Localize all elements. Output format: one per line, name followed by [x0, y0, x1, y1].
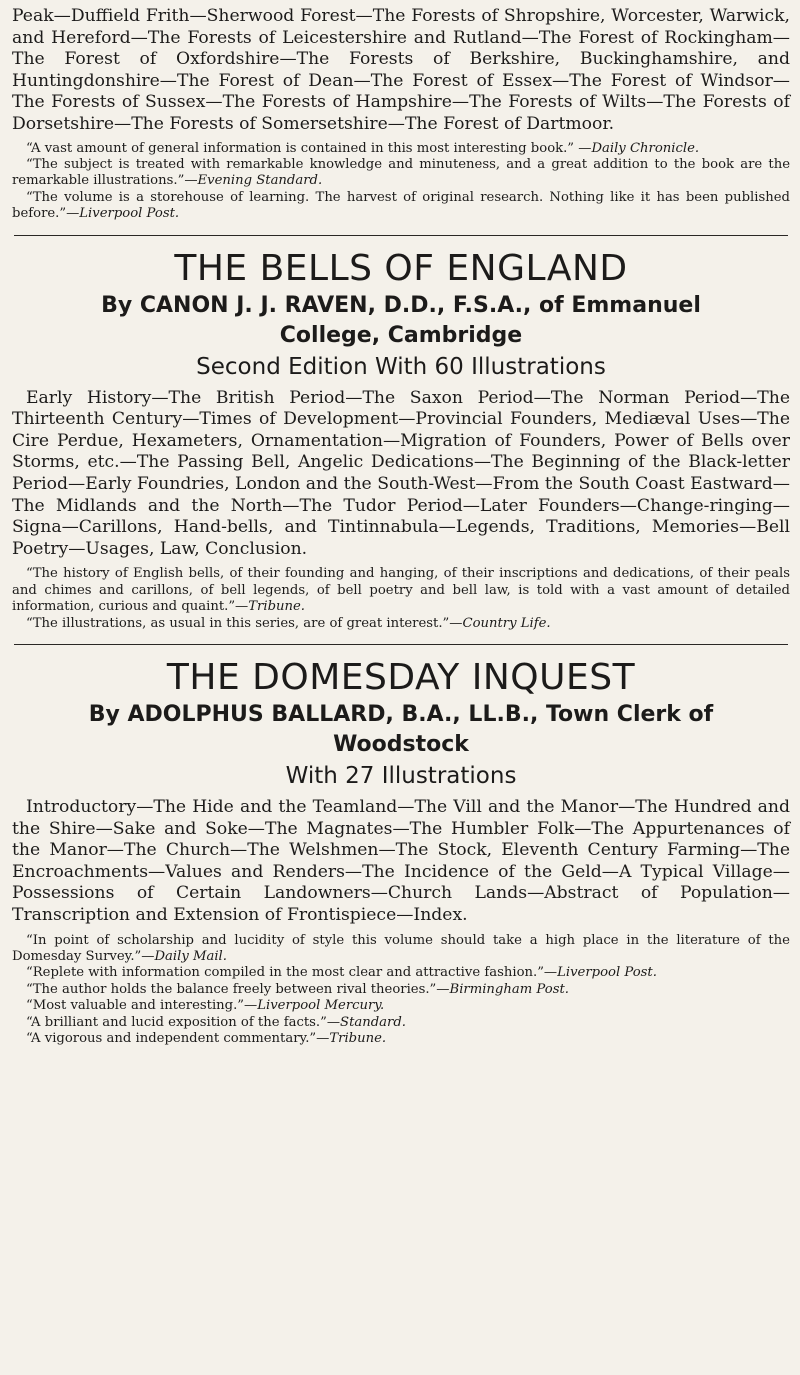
- review-source: Evening Standard.: [197, 173, 323, 189]
- review-source: Liverpool Post.: [79, 206, 180, 222]
- review-text: “Replete with information compiled in the most clear and attractive fashion.”—: [26, 965, 558, 981]
- review-source: Liverpool Post.: [557, 965, 657, 981]
- review-text: “Most valuable and interesting.”—: [26, 998, 258, 1014]
- review-source: Daily Chronicle.: [591, 140, 700, 156]
- review-text: “The subject is treated with remarkable knowledge and minuteness, and a great addition to the book are the remarkable illustrations.”—: [12, 156, 790, 189]
- review-text: “The author holds the balance freely between rival theories.”—: [26, 981, 450, 997]
- book-title: THE BELLS OF ENGLAND: [174, 247, 628, 289]
- domesday-inquest-section: [12, 657, 790, 1047]
- review-text: “A vast amount of general information is contained in this most interesting book.” —: [26, 140, 592, 156]
- review-quote: [12, 1031, 790, 1047]
- author-line: By CANON J. J. RAVEN, D.D., F.S.A., of Emmanuel: [101, 292, 701, 318]
- review-quote: [12, 157, 790, 190]
- review-text: “The illustrations, as usual in this series, are of great interest.”—: [26, 615, 463, 631]
- book-title: THE DOMESDAY INQUEST: [166, 656, 636, 698]
- chapter-list: Early History—The British Period—The Saxon Period—The Norman Period—The Thirteenth Century—Times of Development—Provincial Founders, Mediæval Uses—The Cire Perdue, Hexameters, Ornamentation—Migration of Founders, Power of Bells over Storms, etc.—The Passing Bell, Angelic Dedications—The Beginning of the Black-letter Period—Early Foundries, London and the South-West—From the South Coast Eastward—The Midlands and the North—The Tudor Period—Later Founders—Change-ringing—Signa—Carillons, Hand-bells, and Tintinnabula—Legends, Traditions, Memories—Bell Poetry—Usages, Law, Conclusion.: [12, 387, 790, 559]
- author-line-continued: Woodstock: [333, 731, 469, 757]
- edition-line: Second Edition With 60 Illustrations: [196, 353, 606, 380]
- review-quote: [12, 141, 790, 157]
- edition-line: With 27 Illustrations: [285, 762, 517, 789]
- forests-section-continued: [12, 6, 790, 223]
- review-text: “In point of scholarship and lucidity of style this volume should take a high place in the literature of the Domesday Survey.”—: [12, 932, 790, 964]
- review-quote: [12, 965, 790, 981]
- review-text: “The history of English bells, of their founding and hanging, of their inscriptions and dedications, of their peals and chimes and carillons, of bell legends, of bell poetry and bell law, is told with a vast amount of detailed information, curious and quaint.”—: [12, 566, 790, 615]
- bells-of-england-section: [12, 248, 790, 632]
- review-source: Liverpool Mercury.: [257, 998, 385, 1014]
- section-divider: [14, 644, 788, 645]
- review-text: “The volume is a storehouse of learning. The harvest of original research. Nothing like it has been published before.”—: [12, 189, 790, 222]
- review-source: Standard.: [340, 1014, 406, 1030]
- review-quote: [12, 566, 790, 615]
- author-line: By ADOLPHUS BALLARD, B.A., LL.B., Town Clerk of: [88, 701, 714, 727]
- review-source: Birmingham Post.: [449, 981, 569, 997]
- forests-contents-text: Peak—Duffield Frith—Sherwood Forest—The Forests of Shropshire, Worcester, Warwick, and Hereford—The Forests of Leicestershire and Rutland—The Forest of Rockingham—The Forest of Oxfordshire—The Forests of Berkshire, Buckinghamshire, and Huntingdonshire—The Forest of Dean—The Forest of Essex—The Forest of Windsor—The Forests of Sussex—The Forests of Hampshire—The Forests of Wilts—The Forests of Dorsetshire—The Forests of Somersetshire—The Forest of Dartmoor.: [12, 6, 790, 134]
- review-text: “A brilliant and lucid exposition of the facts.”—: [26, 1014, 341, 1030]
- review-quote: [12, 998, 790, 1014]
- section-divider: [14, 235, 788, 236]
- chapter-list: Introductory—The Hide and the Teamland—The Vill and the Manor—The Hundred and the Shire—Sake and Soke—The Magnates—The Humbler Folk—The Appurtenances of the Manor—The Church—The Welshmen—The Stock, Eleventh Century Farming—The Encroachments—Values and Renders—The Incidence of the Geld—A Typical Village—Possessions of Certain Landowners—Church Lands—Abstract of Population—Transcription and Extension of Frontispiece—Index.: [12, 796, 790, 925]
- review-quote: [12, 933, 790, 966]
- review-source: Tribune.: [329, 1030, 387, 1046]
- review-source: Daily Mail.: [154, 948, 227, 964]
- review-source: Country Life.: [462, 615, 551, 631]
- review-quote: [12, 1015, 790, 1031]
- review-quote: [12, 616, 790, 632]
- review-source: Tribune.: [248, 599, 305, 615]
- review-quote: [12, 190, 790, 223]
- author-line-continued: College, Cambridge: [279, 322, 523, 348]
- review-text: “A vigorous and independent commentary.”—: [26, 1030, 330, 1046]
- review-quote: [12, 982, 790, 998]
